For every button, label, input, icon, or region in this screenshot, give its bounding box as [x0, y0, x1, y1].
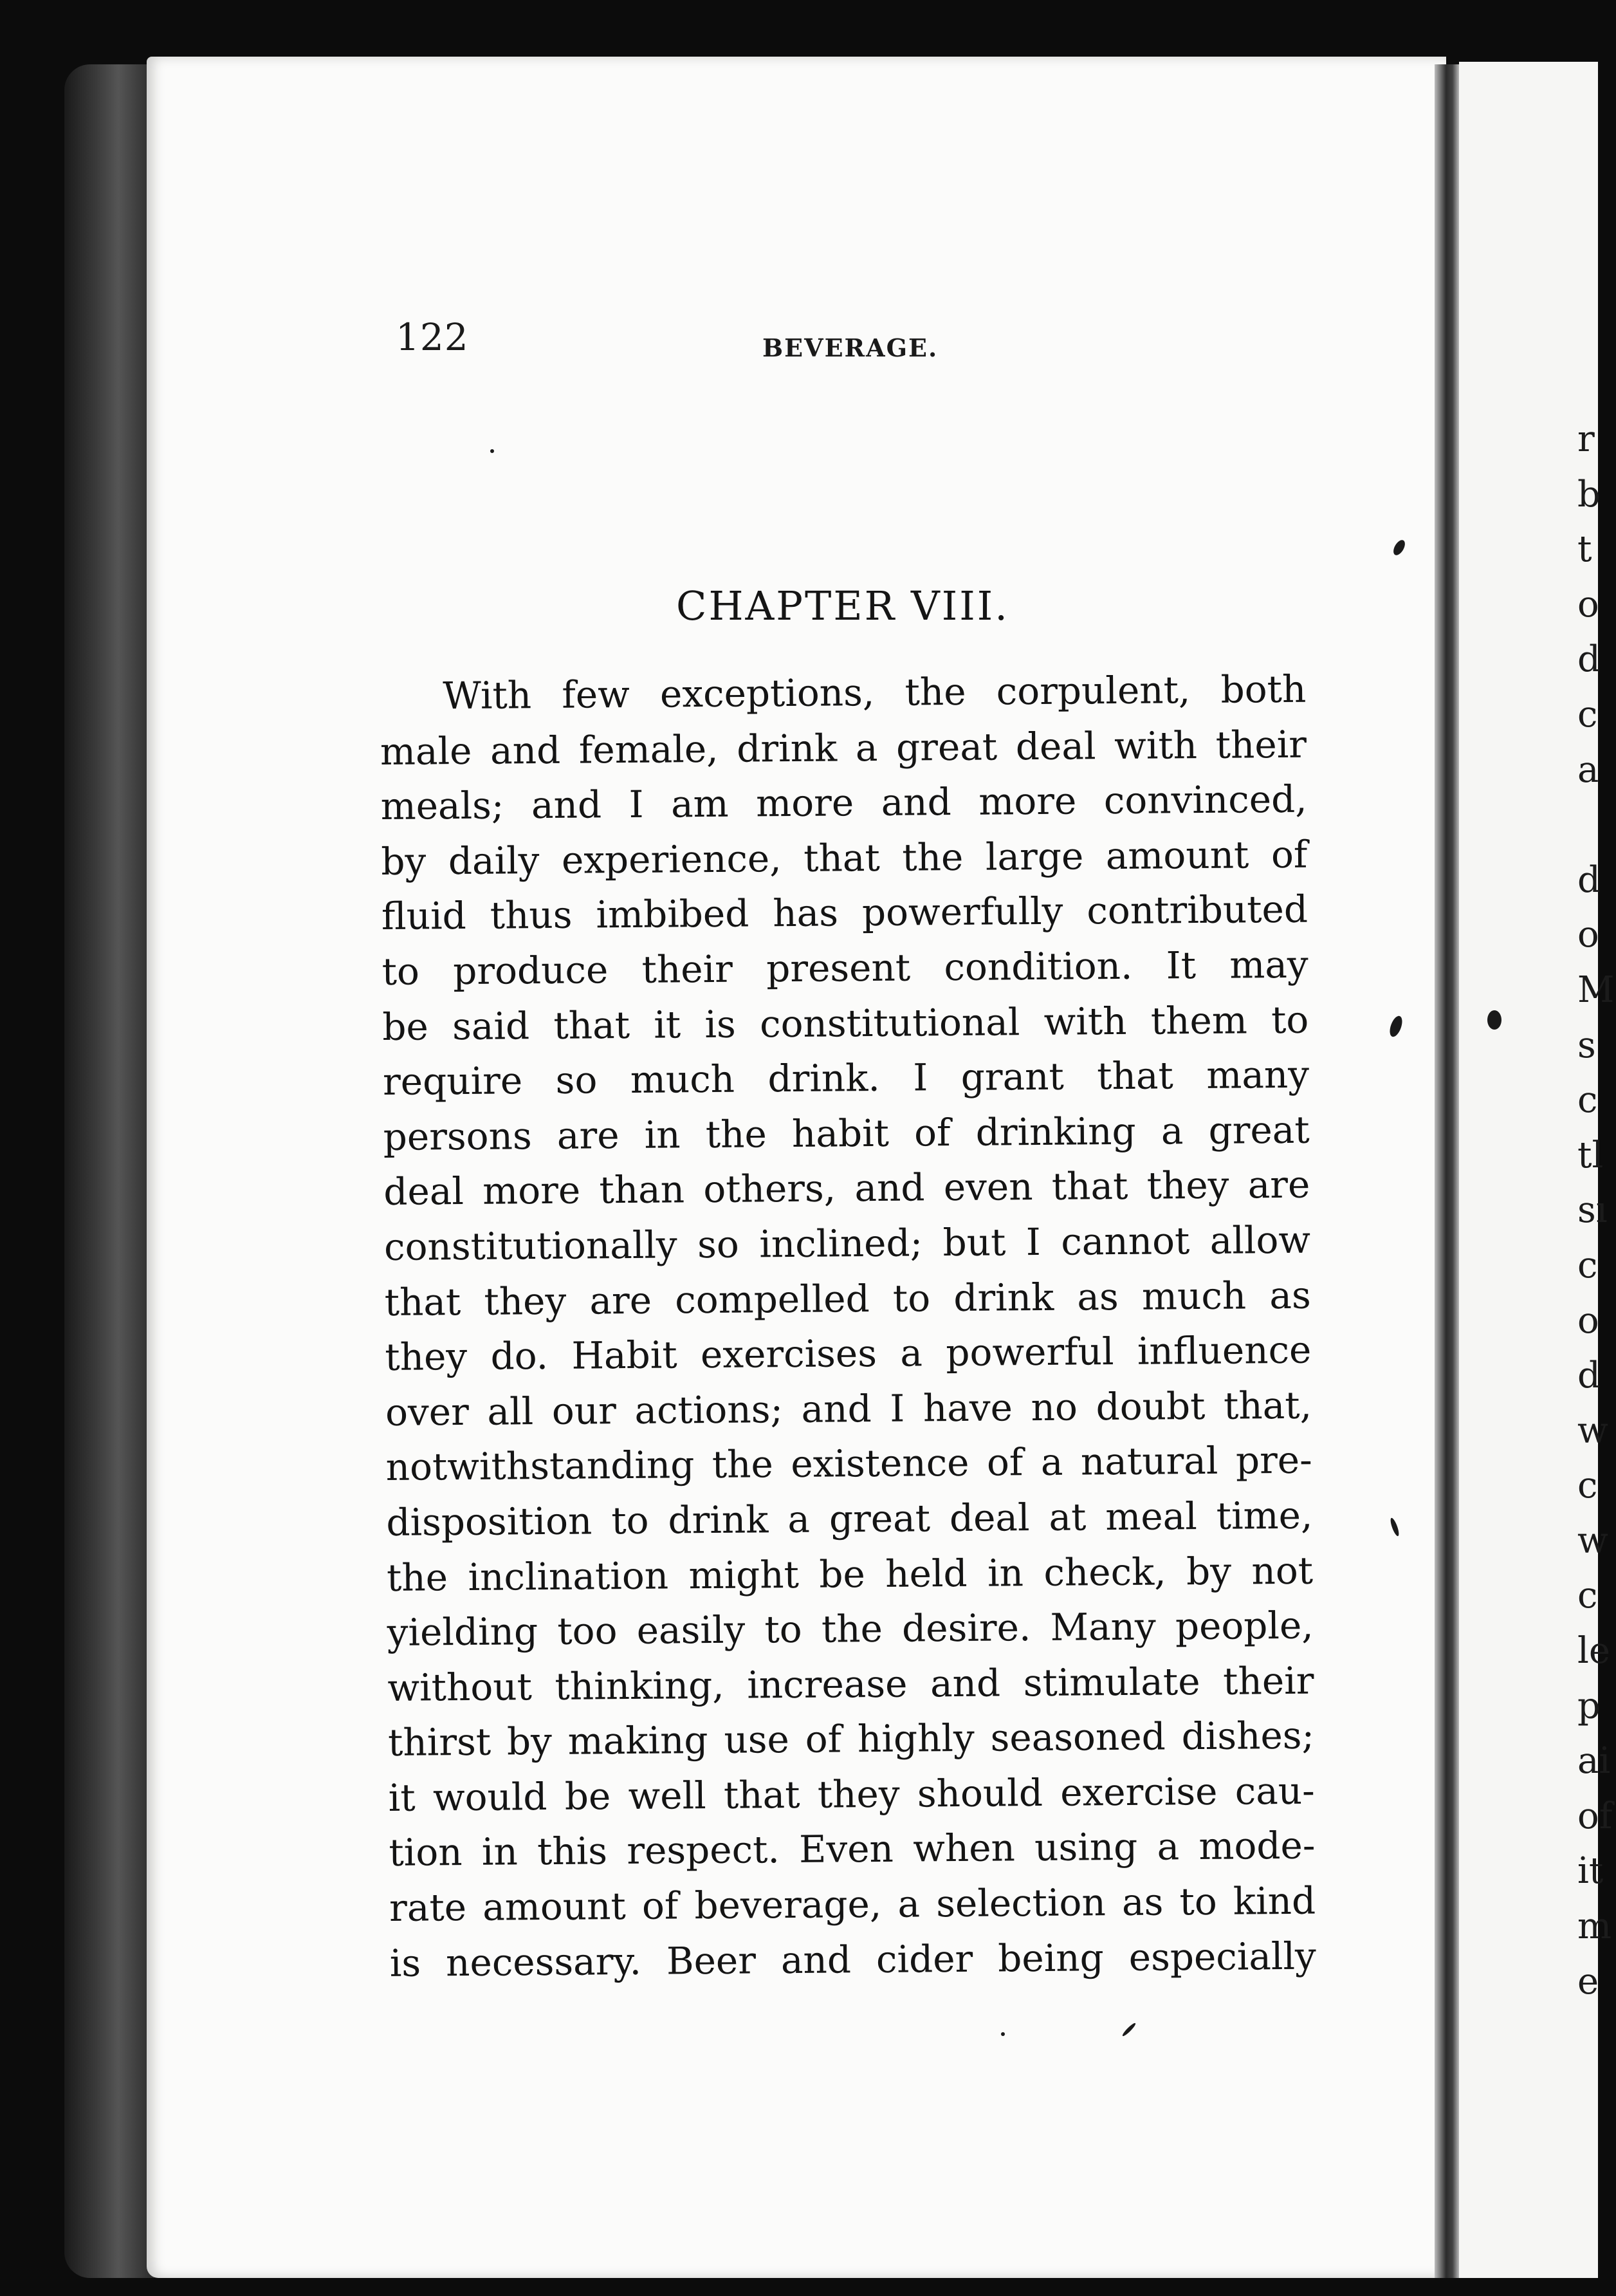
- facing-page-letter: b: [1577, 473, 1601, 515]
- facing-page-text-fragments: [1577, 412, 1616, 2009]
- body-text: [380, 662, 1316, 1991]
- facing-page-letter: a: [1577, 748, 1599, 791]
- text-line: rate amount of beverage, a selection as to kind: [389, 1878, 1316, 1930]
- facing-page-letter: o: [1577, 914, 1599, 956]
- chapter-heading: CHAPTER VIII.: [676, 582, 1009, 629]
- facing-page-letter: of: [1577, 1795, 1613, 1837]
- page-number: 122: [396, 315, 469, 359]
- text-line: thirst by making use of highly seasoned dishes;: [387, 1713, 1315, 1765]
- text-line: meals; and I am more and more convinced,: [380, 777, 1307, 829]
- facing-page-letter: w: [1577, 1409, 1608, 1452]
- facing-page-letter: sı: [1577, 1189, 1608, 1232]
- book-spine-edge: [64, 64, 154, 2278]
- facing-page-letter: c: [1577, 1079, 1598, 1122]
- facing-page-letter: e: [1577, 1960, 1599, 2003]
- text-line: yielding too easily to the desire. Many people,: [387, 1603, 1314, 1655]
- text-line: they do. Habit exercises a powerful influence: [385, 1328, 1312, 1380]
- text-line: tion in this respect. Even when using a mode-: [389, 1824, 1316, 1875]
- text-line: constitutionally so inclined; but I cannot allow: [383, 1217, 1311, 1269]
- text-line: fluid thus imbibed has powerfully contributed: [381, 887, 1308, 939]
- facing-page-letter: c: [1577, 1465, 1598, 1507]
- text-line: to produce their present condition. It may: [381, 942, 1308, 994]
- text-line: male and female, drink a great deal with their: [380, 722, 1307, 773]
- scan-speck: [1001, 2032, 1005, 2036]
- facing-page-letter: c: [1577, 693, 1598, 736]
- text-line: notwithstanding the existence of a natural pre-: [385, 1438, 1312, 1490]
- facing-page-letter: [1577, 797, 1616, 853]
- text-line: deal more than others, and even that they are: [383, 1163, 1310, 1214]
- facing-page-letter: ai: [1577, 1740, 1611, 1782]
- facing-page-letter: t: [1577, 528, 1592, 571]
- facing-page-letter: o: [1577, 1299, 1599, 1342]
- facing-page-letter: d: [1577, 638, 1601, 681]
- facing-page-letter: d: [1577, 1355, 1601, 1397]
- facing-page-letter: M: [1577, 968, 1615, 1011]
- scan-speck: [490, 449, 494, 453]
- text-line: disposition to drink a great deal at meal time,: [386, 1493, 1313, 1544]
- text-line: by daily experience, that the large amount of: [381, 832, 1308, 884]
- text-line: is necessary. Beer and cider being especially: [389, 1934, 1317, 1985]
- facing-page-letter: o: [1577, 583, 1599, 625]
- running-title: BEVERAGE.: [762, 333, 939, 362]
- scan-speck: [1487, 1010, 1501, 1030]
- facing-page-letter: d: [1577, 858, 1601, 901]
- text-line: require so much drink. I grant that many: [382, 1052, 1310, 1104]
- text-line: be said that it is constitutional with them to: [382, 997, 1309, 1049]
- facing-page-letter: s: [1577, 1024, 1596, 1066]
- facing-page-letter: m: [1577, 1905, 1612, 1948]
- text-line: without thinking, increase and stimulate their: [387, 1658, 1314, 1710]
- facing-page-letter: le: [1577, 1630, 1611, 1672]
- facing-page-letter: c: [1577, 1575, 1598, 1617]
- text-line: persons are in the habit of drinking a great: [383, 1107, 1310, 1159]
- text-line: it would be well that they should exercise cau-: [388, 1768, 1315, 1820]
- facing-page-letter: w: [1577, 1519, 1608, 1562]
- text-line: that they are compelled to drink as much as: [384, 1273, 1311, 1324]
- facing-page-letter: tl: [1577, 1134, 1604, 1176]
- facing-page-letter: r: [1577, 418, 1595, 460]
- facing-page-letter: it: [1577, 1850, 1604, 1893]
- running-head: [396, 315, 1309, 367]
- facing-page-letter: c: [1577, 1244, 1598, 1286]
- text-line: With few exceptions, the corpulent, both: [443, 667, 1307, 718]
- page-gutter: [1435, 64, 1460, 2278]
- text-line: over all our actions; and I have no doubt that,: [385, 1383, 1312, 1434]
- facing-page-letter: p: [1577, 1685, 1601, 1727]
- text-line: the inclination might be held in check, by not: [386, 1548, 1314, 1600]
